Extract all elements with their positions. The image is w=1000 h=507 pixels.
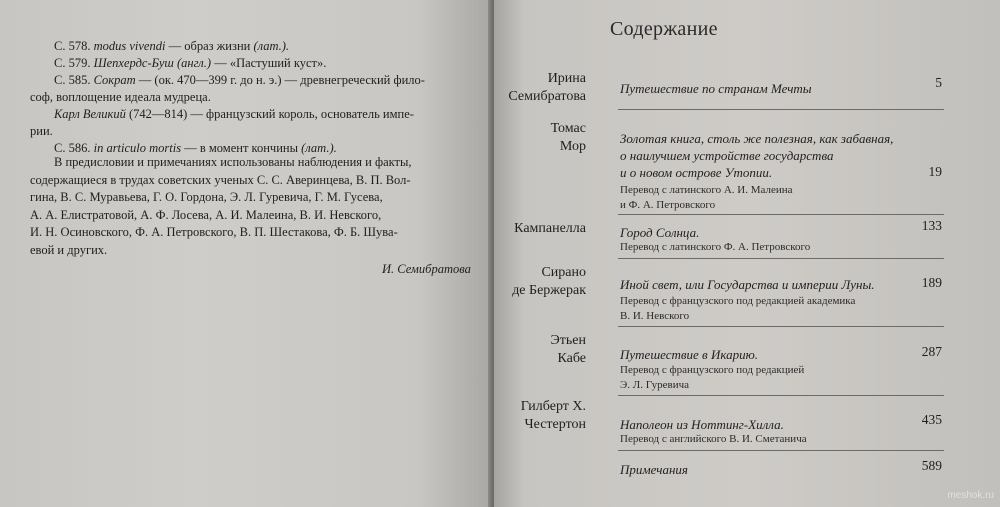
toc-page-number: 5 [935,75,942,90]
toc-author: Кампанелла [514,221,586,236]
toc-author: Гилберт Х. Честертон [520,399,586,432]
toc-work-title: Примечания [620,462,688,477]
note-585-cont: соф, воплощение идеала мудреца. [30,90,211,104]
preface-line: В предисловии и примечаниях использованы наблюдения и факты, [54,155,412,169]
entry-divider [618,395,944,396]
toc-author: Томас Мор [550,121,586,154]
toc-translator-note: Перевод с латинского Ф. А. Петровского [620,241,811,253]
entry-divider [618,326,944,327]
toc-page-number: 19 [928,164,942,179]
toc-page-number: 435 [921,412,942,427]
watermark: meshok.ru [947,490,994,501]
entry-divider [618,214,944,215]
toc-translator-note: Перевод с французского под редакцией Э. Л. Гуревича [620,364,805,391]
toc-page-number: 189 [921,275,942,290]
entry-divider [618,109,944,110]
toc-translator-note: Перевод с французского под редакцией академика В. И. Невского [620,295,856,322]
note-585: С. 585. Сократ — (ок. 470—399 г. до н. э.) — древнегреческий фило- [54,73,425,87]
toc-work-title: Наполеон из Ноттинг-Хилла. [620,417,784,432]
preface-line: содержащиеся в трудах советских ученых С. С. Аверинцева, В. П. Вол- [30,172,411,187]
toc-page-number: 133 [921,218,942,233]
signature: И. Семибратова [382,262,471,276]
contents-title: Содержание [610,18,718,40]
note-586: С. 586. in articulo mortis — в момент кончины (лат.). [54,141,337,155]
preface-paragraph [30,154,472,259]
note-579: С. 579. Шепхердс-Буш (англ.) — «Пастуший куст». [54,56,327,70]
toc-author: Этьен Кабе [550,333,586,366]
preface-line: евой и других. [30,242,108,257]
left-page [0,0,492,507]
toc-page-number: 287 [921,344,942,359]
toc-work-title: Золотая книга, столь же полезная, как забавная, о наилучшем устройстве государства и о новом острове Утопии. [620,131,894,180]
toc-work-title: Путешествие в Икарию. [620,347,759,362]
preface-line: гина, В. С. Муравьева, Г. О. Гордона, Э. Л. Гуревича, Г. М. Гусева, [30,190,383,204]
preface-line: А. А. Елистратовой, А. Ф. Лосева, А. И. Малеина, В. И. Невского, [30,207,382,222]
toc-author: Ирина Семибратова [508,71,586,104]
toc-work-title: Город Солнца. [620,225,700,240]
note-karl-cont: рии. [30,124,53,138]
toc-author: Сирано де Бержерак [512,265,586,298]
toc-translator-note: Перевод с латинского А. И. Малеина и Ф. А. Петровского [620,184,793,211]
entry-divider [618,450,944,451]
toc-work-title: Путешествие по странам Мечты [620,81,812,96]
note-karl: Карл Великий (742—814) — французский король, основатель импе- [54,107,414,121]
note-578: С. 578. modus vivendi — образ жизни (лат.). [54,39,290,53]
toc-work-title: Иной свет, или Государства и империи Луны. [620,277,875,292]
toc-page-number: 589 [921,458,942,473]
preface-line: И. Н. Осиновского, Ф. А. Петровского, В. П. Шестакова, Ф. Б. Шува- [30,225,398,239]
entry-divider [618,258,944,259]
toc-translator-note: Перевод с английского В. И. Сметанича [620,433,807,445]
right-page [494,0,1000,507]
